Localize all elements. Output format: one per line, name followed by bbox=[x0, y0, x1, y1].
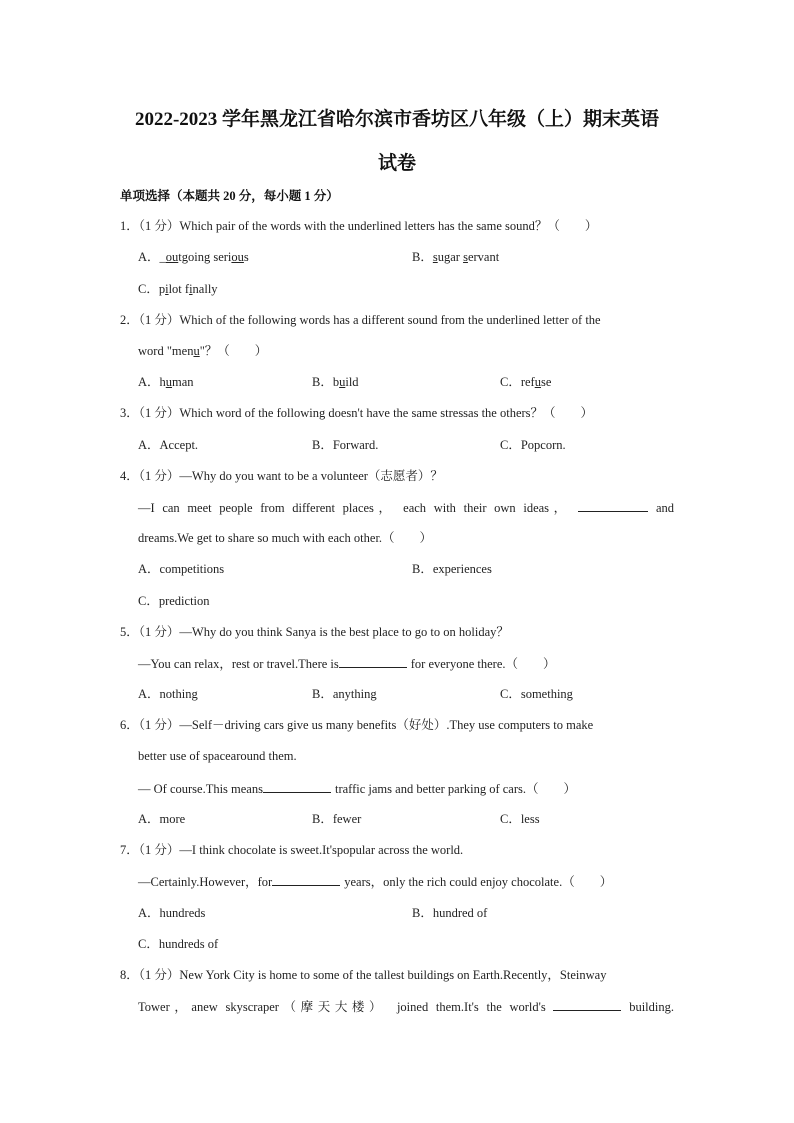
question-2-continuation: word "menu"？（ ） bbox=[138, 344, 268, 358]
underlined-letters: i bbox=[165, 282, 169, 296]
question-6-line-3: — Of course.This means traffic jams and better parking of cars.（ ） bbox=[138, 782, 576, 796]
question-7-line-2: —Certainly.However，for years，only the rich could enjoy chocolate.（ ） bbox=[138, 875, 613, 889]
underlined-letters: s bbox=[463, 250, 468, 264]
q6-option-a[interactable]: A．more bbox=[138, 812, 186, 826]
underlined-letters: i bbox=[189, 282, 193, 296]
q5-option-a[interactable]: A．nothing bbox=[138, 687, 198, 701]
question-3 bbox=[120, 405, 593, 421]
question-4 bbox=[120, 468, 443, 484]
question-number: 2． bbox=[120, 313, 139, 327]
q4-option-c[interactable]: C．prediction bbox=[138, 594, 210, 608]
q1-option-b[interactable]: B．sugar servant bbox=[412, 250, 500, 264]
q6-option-b[interactable]: B．fewer bbox=[312, 812, 362, 826]
q3-option-c[interactable]: C．Popcorn. bbox=[500, 438, 566, 452]
q2-option-a[interactable]: A．human bbox=[138, 375, 194, 389]
question-5-line-2: —You can relax，rest or travel.There is for everyone there.（ ） bbox=[138, 657, 556, 671]
question-number: 3． bbox=[120, 406, 139, 420]
q6-option-c[interactable]: C．less bbox=[500, 812, 540, 826]
question-stem: —Why do you want to be a volunteer（志愿者）？ bbox=[179, 469, 443, 483]
answer-blank bbox=[272, 873, 340, 886]
underlined-letters: ou bbox=[165, 250, 179, 264]
answer-blank bbox=[553, 998, 621, 1011]
q2-option-c[interactable]: C．refuse bbox=[500, 375, 552, 389]
q7-option-a[interactable]: A．hundreds bbox=[138, 906, 206, 920]
q3-option-b[interactable]: B．Forward. bbox=[312, 438, 379, 452]
underlined-letters: u bbox=[534, 375, 541, 389]
question-number: 7． bbox=[120, 843, 139, 857]
question-stem: Which of the following words has a different sound from the underlined letter of the bbox=[179, 313, 601, 327]
q3-option-a[interactable]: A．Accept. bbox=[138, 438, 199, 452]
question-score: （1 分） bbox=[138, 219, 180, 233]
document-title-line-2: 试卷 bbox=[377, 153, 416, 174]
underlined-letters: ou bbox=[231, 250, 244, 264]
question-8-line-2: Tower，anew skyscraper（摩天大楼） joined them.It's the world's building. bbox=[138, 1000, 674, 1014]
underlined-letters: s bbox=[432, 250, 438, 264]
question-number: 4． bbox=[120, 469, 139, 483]
q2-option-b[interactable]: B．build bbox=[312, 375, 359, 389]
question-number: 1． bbox=[120, 219, 139, 233]
q1-option-c[interactable]: C．pilot finally bbox=[138, 282, 218, 296]
q7-option-b[interactable]: B．hundred of bbox=[412, 906, 488, 920]
question-stem: —I think chocolate is sweet.It'spopular across the world. bbox=[179, 843, 464, 857]
question-5 bbox=[120, 624, 509, 640]
q4-option-a[interactable]: A．competitions bbox=[138, 562, 225, 576]
answer-blank bbox=[578, 499, 648, 512]
question-7 bbox=[120, 842, 463, 858]
q7-option-c[interactable]: C．hundreds of bbox=[138, 937, 219, 951]
q1-option-a[interactable]: A．_outgoing serious bbox=[138, 250, 249, 264]
question-6-line-2: better use of spacearound them. bbox=[138, 749, 297, 763]
question-number: 8． bbox=[120, 968, 139, 982]
q5-option-c[interactable]: C．something bbox=[500, 687, 573, 701]
question-score: （1 分） bbox=[138, 406, 180, 420]
question-number: 6． bbox=[120, 718, 139, 732]
question-8 bbox=[120, 967, 606, 983]
document-title-line-1: 2022-2023 学年黑龙江省哈尔滨市香坊区八年级（上）期末英语 bbox=[134, 109, 660, 130]
underlined-letters: u bbox=[339, 375, 346, 389]
question-score: （1 分） bbox=[138, 968, 180, 982]
underlined-letters: u bbox=[193, 344, 200, 358]
question-score: （1 分） bbox=[138, 718, 180, 732]
question-2 bbox=[120, 312, 601, 328]
question-4-line-3: dreams.We get to share so much with each other.（ ） bbox=[138, 531, 433, 545]
question-score: （1 分） bbox=[138, 313, 180, 327]
question-1 bbox=[120, 218, 597, 234]
question-score: （1 分） bbox=[138, 843, 180, 857]
question-number: 5． bbox=[120, 625, 139, 639]
question-4-line-2: —I can meet people from different places， each with their own ideas， and bbox=[138, 501, 675, 515]
answer-blank bbox=[263, 780, 331, 793]
question-stem: New York City is home to some of the tallest buildings on Earth.Recently，Steinway bbox=[179, 968, 607, 982]
question-stem: Which pair of the words with the underlined letters has the same sound？（ ） bbox=[179, 219, 598, 233]
q5-option-b[interactable]: B．anything bbox=[312, 687, 377, 701]
q4-option-b[interactable]: B．experiences bbox=[412, 562, 492, 576]
question-6 bbox=[120, 717, 593, 733]
answer-blank bbox=[339, 655, 407, 668]
question-score: （1 分） bbox=[138, 469, 180, 483]
underlined-letters: u bbox=[165, 375, 173, 389]
question-stem: —Why do you think Sanya is the best place to go to on holiday？ bbox=[179, 625, 509, 639]
question-stem: Which word of the following doesn't have the same stressas the others？（ ） bbox=[179, 406, 594, 420]
question-stem: —Self－driving cars give us many benefits（好处）.They use computers to make bbox=[179, 718, 594, 732]
question-score: （1 分） bbox=[138, 625, 180, 639]
section-header: 单项选择（本题共 20 分，每小题 1 分） bbox=[120, 189, 339, 203]
